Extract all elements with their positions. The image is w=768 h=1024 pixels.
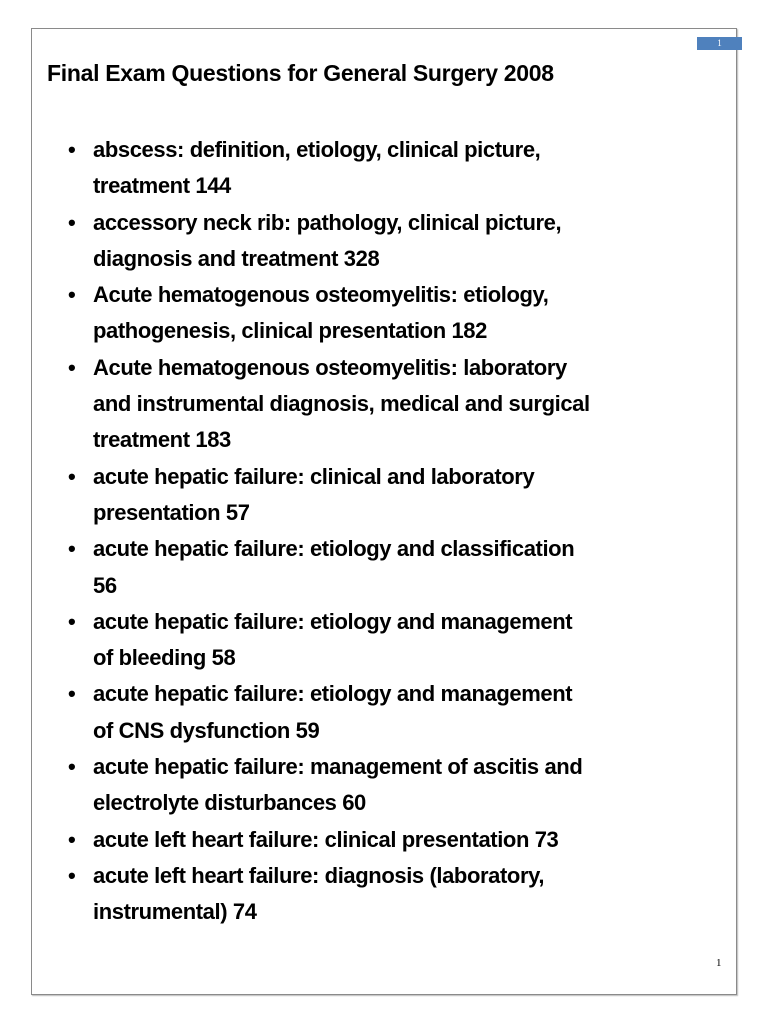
list-item-text: accessory neck rib: pathology, clinical picture, [93, 209, 562, 235]
list-item [0, 350, 590, 459]
bullet-icon: • [68, 681, 76, 707]
list-item-text: acute hepatic failure: etiology and management [93, 608, 573, 634]
bullet-icon: • [68, 826, 76, 852]
list-item [0, 858, 590, 931]
list-item-text: presentation 57 [93, 499, 250, 525]
list-item [0, 205, 590, 278]
list-item-text: acute left heart failure: clinical presentation 73 [93, 826, 559, 852]
question-list [0, 132, 590, 931]
list-item-text: acute hepatic failure: etiology and management [93, 681, 573, 707]
list-item [0, 749, 590, 822]
list-item [0, 531, 590, 604]
bullet-icon: • [68, 862, 76, 888]
list-item-text: of bleeding 58 [93, 645, 236, 671]
list-item-text: instrumental) 74 [93, 899, 257, 925]
footer-page-number: 1 [716, 957, 722, 969]
list-item [0, 277, 590, 350]
list-item-text: acute hepatic failure: etiology and classification [93, 536, 575, 562]
bullet-icon: • [68, 608, 76, 634]
header-page-number-badge: 1 [697, 37, 742, 50]
list-item-text: treatment 144 [93, 173, 231, 199]
list-item [0, 676, 590, 749]
list-item-text: treatment 183 [93, 427, 231, 453]
list-item-text: 56 [93, 572, 117, 598]
list-item-text: acute left heart failure: diagnosis (laboratory, [93, 862, 545, 888]
bullet-icon: • [68, 354, 76, 380]
list-item-text: and instrumental diagnosis, medical and surgical [93, 391, 590, 417]
list-item-text: of CNS dysfunction 59 [93, 717, 320, 743]
list-item-text: diagnosis and treatment 328 [93, 245, 380, 271]
bullet-icon: • [68, 536, 76, 562]
bullet-icon: • [68, 137, 76, 162]
bullet-icon: • [68, 754, 76, 780]
list-item-text: Acute hematogenous osteomyelitis: laboratory [93, 354, 567, 380]
list-item [0, 459, 590, 532]
list-item-text: acute hepatic failure: management of ascitis and [93, 754, 583, 780]
document-title: Final Exam Questions for General Surgery 2008 [47, 60, 554, 86]
bullet-icon: • [68, 282, 76, 308]
list-item-text: abscess: definition, etiology, clinical picture, [93, 137, 541, 162]
list-item-text: acute hepatic failure: clinical and laboratory [93, 463, 535, 489]
list-item-text: Acute hematogenous osteomyelitis: etiology, [93, 282, 549, 308]
bullet-icon: • [68, 463, 76, 489]
list-item [0, 822, 590, 858]
bullet-icon: • [68, 209, 76, 235]
list-item-text: electrolyte disturbances 60 [93, 790, 366, 816]
list-item [0, 132, 590, 205]
list-item-text: pathogenesis, clinical presentation 182 [93, 318, 487, 344]
list-item [0, 604, 590, 677]
